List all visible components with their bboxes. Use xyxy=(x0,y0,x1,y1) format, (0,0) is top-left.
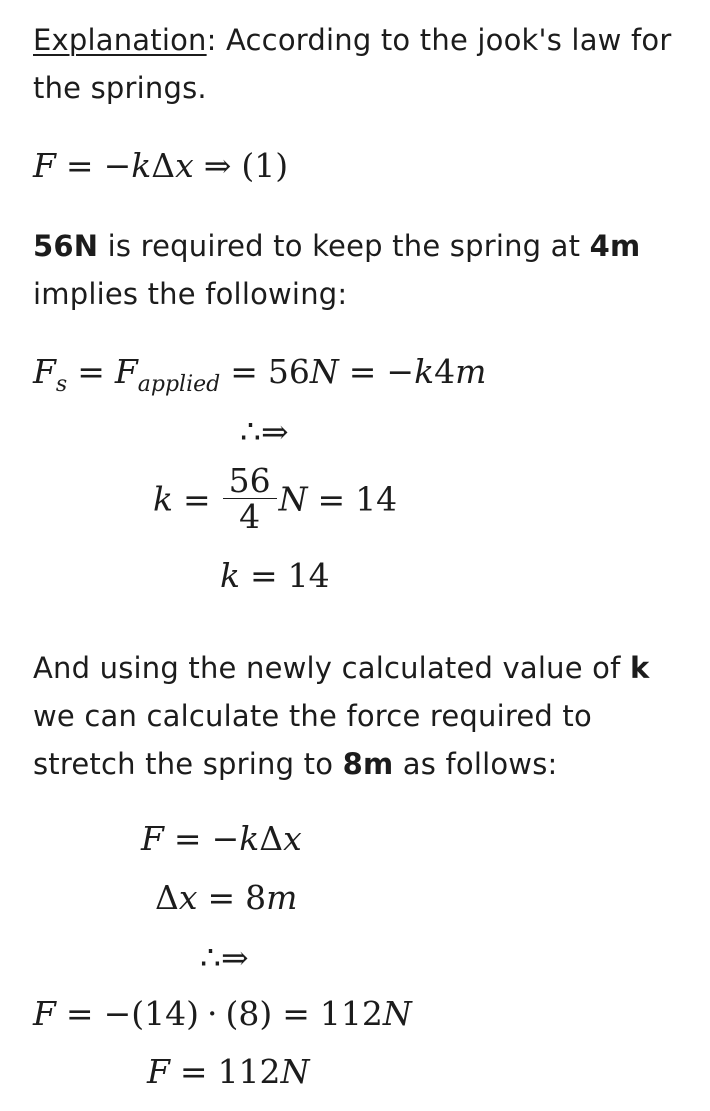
displacement-term: (8) xyxy=(225,994,273,1033)
given-force-value: 56N xyxy=(33,229,99,263)
therefore-implies-1: ∴⇒ xyxy=(240,412,289,451)
equals-sign: = xyxy=(207,878,236,917)
delta-symbol: Δ xyxy=(155,878,179,917)
equals-sign: = xyxy=(65,146,94,185)
equals-sign: = xyxy=(250,556,278,595)
applied-force-equation xyxy=(33,352,487,397)
multiply-dot: · xyxy=(206,994,218,1033)
final-force-equation xyxy=(147,1052,309,1092)
displacement-value: 8 xyxy=(245,878,267,917)
force-symbol: F xyxy=(114,352,138,391)
meter-unit: m xyxy=(266,878,298,917)
force-value: 56 xyxy=(267,352,310,391)
applied-subscript: applied xyxy=(137,372,221,397)
spring-constant-result: 14 xyxy=(355,479,398,519)
calculation-text-middle: we can calculate the force required to stretch the spring to xyxy=(33,699,592,781)
fraction xyxy=(223,461,277,536)
fraction-denominator: 4 xyxy=(239,497,261,536)
displacement-equation xyxy=(155,878,297,918)
spring-constant-result-equation xyxy=(220,556,330,596)
given-length-value: 4m xyxy=(589,229,641,263)
equals-sign: = xyxy=(348,352,377,391)
force-symbol: F xyxy=(141,819,164,858)
stretch-length-value: 8m xyxy=(342,747,394,781)
equation-reference: (1) xyxy=(241,146,289,185)
spring-constant-symbol: k xyxy=(239,819,260,858)
calculation-text-end: as follows: xyxy=(393,747,558,781)
spring-constant-fraction-equation xyxy=(153,461,398,536)
fraction-numerator: 56 xyxy=(223,464,277,499)
given-paragraph xyxy=(33,222,690,318)
equals-sign: = xyxy=(317,479,346,519)
spring-constant-symbol: k xyxy=(220,556,240,595)
minus-sign: − xyxy=(103,146,132,185)
spring-constant-symbol: k xyxy=(131,146,152,185)
spring-constant-bold: k xyxy=(629,651,650,685)
force-symbol: F xyxy=(33,352,56,391)
equals-sign: = xyxy=(179,1052,208,1091)
force-formula-equation xyxy=(141,819,302,859)
equals-sign: = xyxy=(173,819,202,858)
newton-unit: N xyxy=(280,1052,310,1091)
therefore-implies-2: ∴⇒ xyxy=(200,938,249,977)
meter-unit: m xyxy=(455,352,487,391)
explanation-label: Explanation xyxy=(33,23,207,57)
implies-arrow: ⇒ xyxy=(203,146,232,185)
force-symbol: F xyxy=(33,994,56,1033)
displacement-symbol: x xyxy=(175,146,194,185)
hookes-law-equation xyxy=(33,146,288,186)
calculation-text-start: And using the newly calculated value of xyxy=(33,651,630,685)
explanation-paragraph xyxy=(33,16,690,112)
given-text-middle: is required to keep the spring at xyxy=(98,229,590,263)
spring-constant-symbol: k xyxy=(153,479,173,519)
explanation-intro-text: : According to the jook's law for the springs. xyxy=(33,23,672,105)
equals-sign: = xyxy=(230,352,258,391)
given-text-end: implies the following: xyxy=(33,277,348,311)
newton-unit: N xyxy=(382,994,412,1033)
force-symbol: F xyxy=(33,146,56,185)
displacement-symbol: x xyxy=(178,878,198,917)
spring-constant-result: 14 xyxy=(287,556,330,595)
equals-sign: = xyxy=(77,352,105,391)
force-result-value: 112 xyxy=(217,1052,281,1091)
newton-unit: N xyxy=(309,352,339,391)
force-result-value: 112 xyxy=(319,994,383,1033)
minus-sign: − xyxy=(386,352,415,391)
minus-sign: − xyxy=(211,819,240,858)
displacement-symbol: x xyxy=(283,819,302,858)
minus-sign: − xyxy=(103,994,132,1033)
delta-symbol: Δ xyxy=(259,819,284,858)
delta-symbol: Δ xyxy=(151,146,176,185)
calculation-paragraph xyxy=(33,644,690,788)
newton-unit: N xyxy=(278,479,308,519)
length-value: 4 xyxy=(434,352,456,391)
spring-constant-term: (14) xyxy=(131,994,199,1033)
spring-constant-symbol: k xyxy=(414,352,435,391)
equals-sign: = xyxy=(282,994,310,1033)
spring-subscript: s xyxy=(55,372,68,397)
equals-sign: = xyxy=(65,994,94,1033)
equals-sign: = xyxy=(183,479,211,519)
force-calculation-equation xyxy=(33,994,412,1034)
force-symbol: F xyxy=(147,1052,170,1091)
